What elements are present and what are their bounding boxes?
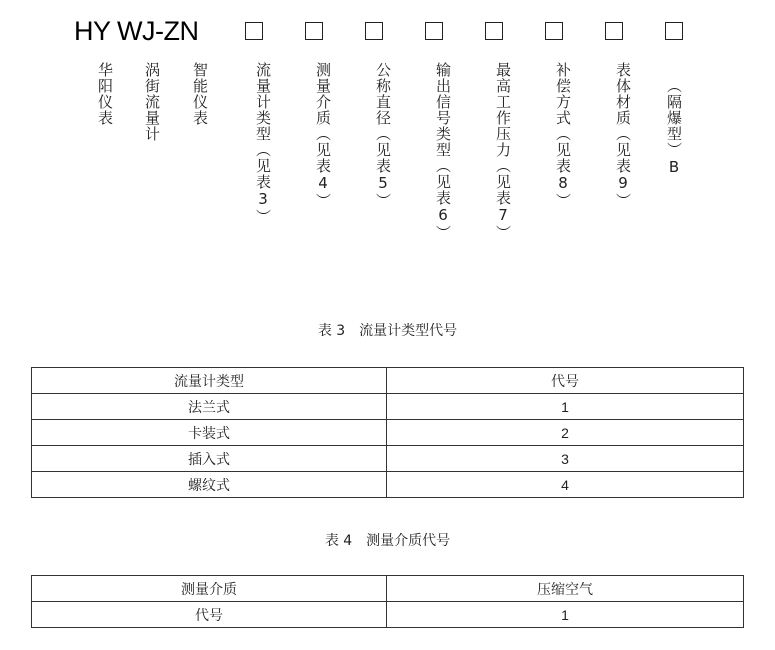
code-box-body-material	[605, 22, 623, 40]
value-cell: 1	[387, 602, 744, 628]
table3-caption: 表 3 流量计类型代号	[317, 323, 458, 339]
code-box-max-pressure	[485, 22, 503, 40]
code-box-explosion-proof	[665, 22, 683, 40]
table-row	[32, 394, 744, 420]
row-label-cell: 测量介质	[32, 576, 387, 602]
label-output-signal: 输出信号类型（见表6）	[434, 62, 452, 241]
table-row	[32, 420, 744, 446]
label-brand: 华阳仪表	[96, 62, 114, 126]
code-box-medium	[305, 22, 323, 40]
table4	[31, 575, 744, 628]
label-body-material: 表体材质（见表9）	[614, 62, 632, 209]
code-box-flow-type	[245, 22, 263, 40]
row-label-cell: 代号	[32, 602, 387, 628]
code-box-output-signal	[425, 22, 443, 40]
type-cell: 卡装式	[32, 420, 387, 446]
table-header-row	[32, 368, 744, 394]
label-smart: 智能仪表	[191, 62, 209, 126]
code-cell: 1	[387, 394, 744, 420]
code-cell: 3	[387, 446, 744, 472]
code-box-compensation	[545, 22, 563, 40]
label-explosion-proof: （隔爆型）B	[665, 78, 683, 177]
value-cell: 压缩空气	[387, 576, 744, 602]
table-row	[32, 602, 744, 628]
table-row	[32, 446, 744, 472]
table-row	[32, 472, 744, 498]
label-max-pressure: 最高工作压力（见表7）	[494, 62, 512, 241]
model-code: HY WJ-ZN	[74, 16, 199, 46]
label-product: 涡街流量计	[143, 62, 161, 142]
table3	[31, 367, 744, 498]
label-compensation: 补偿方式（见表8）	[554, 62, 572, 209]
header-cell: 代号	[387, 368, 744, 394]
table4-caption: 表 4 测量介质代号	[324, 533, 451, 549]
type-cell: 螺纹式	[32, 472, 387, 498]
label-flow-type: 流量计类型（见表3）	[254, 62, 272, 225]
label-medium: 测量介质（见表4）	[314, 62, 332, 209]
code-cell: 4	[387, 472, 744, 498]
header-cell: 流量计类型	[32, 368, 387, 394]
code-cell: 2	[387, 420, 744, 446]
table-row	[32, 576, 744, 602]
type-cell: 法兰式	[32, 394, 387, 420]
type-cell: 插入式	[32, 446, 387, 472]
code-box-diameter	[365, 22, 383, 40]
label-diameter: 公称直径（见表5）	[374, 62, 392, 209]
